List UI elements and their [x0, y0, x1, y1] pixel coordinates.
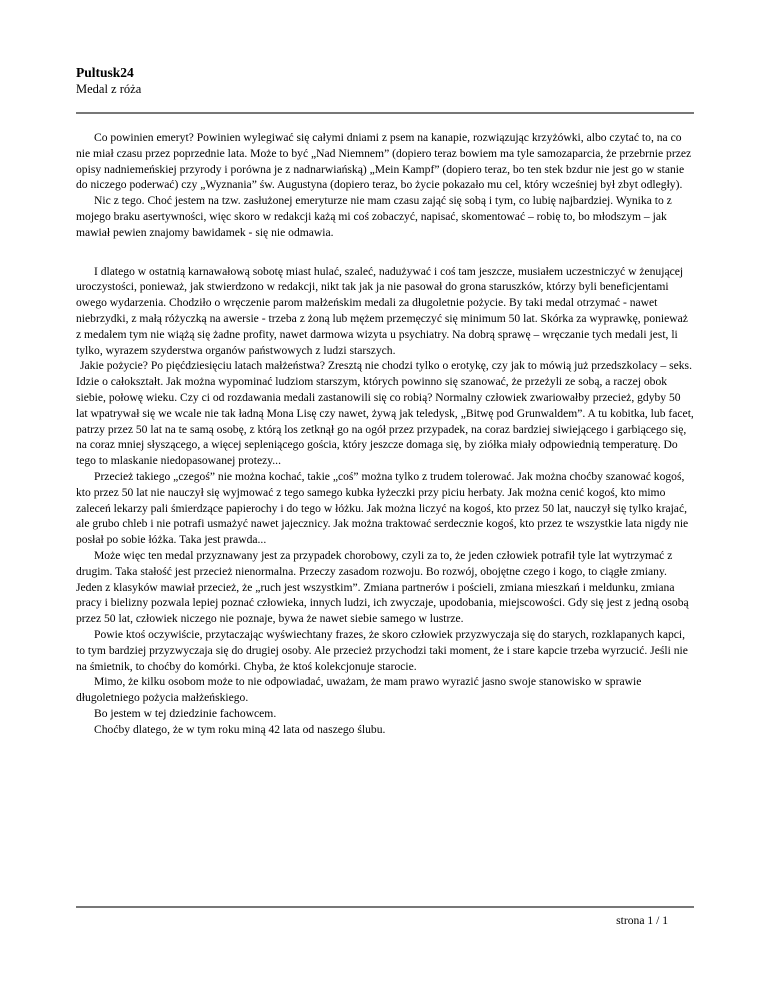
paragraph: Co powinien emeryt? Powinien wylegiwać się całymi dniami z psem na kanapie, rozwiązując krzyżówki, albo czytać to, na co nie miał czasu przez poprzednie lata. Może to być „Nad Niemnem” (dopiero teraz bowiem ma tyle samozaparcia, że przebrnie przez opisy nadniemeńskiej przyrody i porówna je z nadnarwiańską) „Mein Kampf” (dopiero teraz, bo ten stek bzdur nie jest go w stanie do niczego poderwać) czy „Wyznania” św. Augustyna (dopiero teraz, bo życie pokazało mu cel, który wcześniej był zbyt odległy). [76, 131, 692, 192]
paragraph: I dlatego w ostatnią karnawałową sobotę miast hulać, szaleć, nadużywać i coś tam jeszcze, musiałem uczestniczyć w żenującej uroczystości, ponieważ, jak stwierdzono w redakcji, nikt tak jak ja nie pasował do grona staruszków, którzy byli beneficjentami owego wydarzenia. Chodziło o wręczenie parom małżeńskim medali za długoletnie pożycie. By taki medal otrzymać - nawet niebrzydki, z małą różyczką na awersie - trzeba z żoną lub mężem przemęczyć się minimum 50 lat. Skórka za wyprawkę, ponieważ z medalem tym nie wiążą się żadne profity, nawet darmowa wizyta u psychiatry. Na dobrą sprawę – wręczanie tych medali jest, li tylko, wyrazem szyderstwa organów państwowych z ludzi starszych. [76, 264, 688, 357]
paragraph: Mimo, że kilku osobom może to nie odpowiadać, uważam, że mam prawo wyrazić jasno swoje stanowisko w sprawie długoletniego pożycia małżeńskiego. [76, 675, 642, 705]
paragraph-gap [76, 241, 694, 264]
paragraph: Bo jestem w tej dziedzinie fachowcem. [94, 706, 277, 720]
footer-divider [76, 906, 694, 908]
paragraph: Choćby dlatego, że w tym roku miną 42 lata od naszego ślubu. [94, 722, 386, 736]
paragraph: Przecież takiego „czegoś” nie można kochać, takie „coś” można tylko z trudem tolerować. Jak można choćby szanować kogoś, kto przez 50 lat nie nauczył się wyjmować z tego samego kubka łyżeczki przy piciu herbaty. Jak można cenić kogoś, kto mimo zaleceń lekarzy pali śmierdzące papierochy i do tego w łóżku. Jak można liczyć na kogoś, kto przez 50 lat, nauczył się tylko krajać, ale grubo chleb i nie potrafi usmażyć nawet jajecznicy. Jak można traktować serdecznie kogoś, kto przez te wszystkie lata nigdy nie posłał po sobie łóżka. Taka jest prawda... [76, 469, 689, 547]
header-divider [76, 112, 694, 114]
document-header [76, 64, 696, 97]
page-number: strona 1 / 1 [616, 914, 668, 927]
article-title: Medal z róża [76, 82, 142, 96]
site-name: Pultusk24 [76, 65, 134, 80]
paragraph: Powie ktoś oczywiście, przytaczając wyświechtany frazes, że skoro człowiek przyzwyczaja się do starych, rozklapanych kapci, to tym bardziej przyzwyczaja się do drugiej osoby. Ale przecież przychodzi taki moment, że i stare kapcie trzeba wyrzucić. Jeśli nie na śmietnik, to choćby do komórki. Chyba, że ktoś kolekcjonuje starocie. [76, 627, 688, 673]
article-body [76, 130, 694, 737]
paragraph: Może więc ten medal przyznawany jest za przypadek chorobowy, czyli za to, że jeden człowiek potrafił tyle lat wytrzymać z drugim. Taka stałość jest przecież nienormalna. Przeczy zasadom rozwoju. Bo rozwój, obojętne czego i kogo, to ciągłe zmiany. Jeden z klasyków mawiał przecież, że „ruch jest wszystkim”. Zmiana partnerów i pościeli, zmiana mieszkań i meldunku, zmiana pracy i bielizny pozwala lepiej poznać człowieka, innych ludzi, ich zwyczaje, upodobania, miejscowości. Gdy się jest z jedną osobą przez 50 lat, człowiek niczego nie poznaje, bywa że nawet siebie samego w lustrze. [76, 548, 689, 626]
paragraph: Nic z tego. Choć jestem na tzw. zasłużonej emeryturze nie mam czasu zająć się sobą i tym, co lubię najbardziej. Wynika to z mojego braku asertywności, więc skoro w redakcji każą mi coś zobaczyć, napisać, skomentować – robię to, bo młodszym – jak mawiał pewien znajomy bawidamek - się nie odmawia. [76, 194, 672, 239]
paragraph: Jakie pożycie? Po pięćdziesięciu latach małżeństwa? Zresztą nie chodzi tylko o erotykę, czy jak to mówią już przedszkolacy – seks. Idzie o całokształt. Jak można wypominać ludziom starszym, których powinno się szanować, że przeżyli ze sobą, a raczej obok siebie, połowę wieku. Czy ci od rozdawania medali zastanowili się co robią? Normalny człowiek zwariowałby przecież, gdyby 50 lat wpatrywał się we wcale nie tak ładną Mona Lisę czy nawet, żywą jak teledysk, „Bitwę pod Grunwaldem”. A tu kobitka, lub facet, patrzy przez 50 lat na te samą osobę, z którą los zetknął go na ogół przez przypadek, na coraz bardziej siwiejącego i garbiącego się, na coraz mniej słyszącego, a więcej sepleniącego gościa, który jeszcze domaga się, by ziółka miały odpowiednią temperaturę. Do tego to mlaskanie niedopasowanej protezy... [76, 359, 694, 468]
